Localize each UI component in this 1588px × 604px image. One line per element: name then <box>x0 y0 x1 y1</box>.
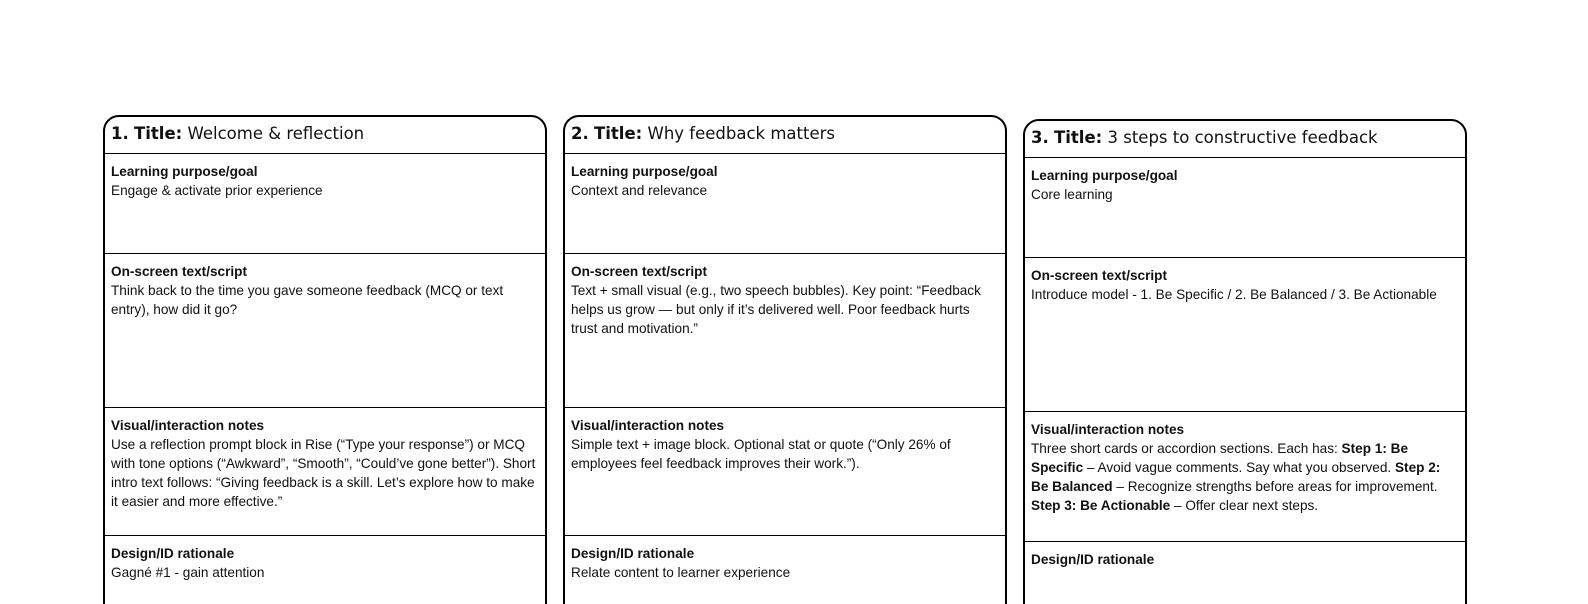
section-visual-notes <box>105 408 545 536</box>
section-body <box>1031 439 1459 515</box>
section-learning-purpose <box>565 154 1005 254</box>
card-title <box>105 117 545 154</box>
card-title-text: 3 steps to constructive feedback <box>1107 128 1378 147</box>
section-body: Core learning <box>1031 187 1113 202</box>
section-body: Gagné #1 - gain attention <box>111 565 265 580</box>
section-heading: Visual/interaction notes <box>1031 422 1185 437</box>
storyboard-card-2 <box>563 115 1007 604</box>
section-body: Use a reflection prompt block in Rise (“Type your response”) or MCQ with tone options (“Awkward”, “Smooth”, “Could’ve gone better”). Short intro text follows: “Giving feedback is a skill. Let’s explore how to make it easier and more effective.” <box>111 437 536 509</box>
step-2-label: Step 2: Be Balanced <box>1031 460 1441 494</box>
section-heading: On-screen text/script <box>111 264 247 279</box>
section-heading: Learning purpose/goal <box>571 164 718 179</box>
section-body: Introduce model - 1. Be Specific / 2. Be Balanced / 3. Be Actionable <box>1031 287 1437 302</box>
section-onscreen-script <box>565 254 1005 408</box>
step-3-label: Step 3: Be Actionable <box>1031 498 1171 513</box>
section-body: Context and relevance <box>571 183 708 198</box>
section-onscreen-script <box>105 254 545 408</box>
section-heading: Visual/interaction notes <box>571 418 725 433</box>
section-visual-notes <box>1025 412 1465 542</box>
section-body: Relate content to learner experience <box>571 565 791 580</box>
section-heading: Learning purpose/goal <box>1031 168 1178 183</box>
card-title-label: Title: <box>594 124 643 143</box>
section-design-rationale <box>565 536 1005 604</box>
card-title-label: Title: <box>134 124 183 143</box>
section-learning-purpose <box>1025 158 1465 258</box>
card-title <box>1025 121 1465 158</box>
step-1-label: Step 1: Be Specific <box>1031 441 1409 475</box>
section-heading: On-screen text/script <box>1031 268 1167 283</box>
section-heading: Design/ID rationale <box>1031 552 1155 567</box>
section-heading: Design/ID rationale <box>111 546 235 561</box>
storyboard-card-1 <box>103 115 547 604</box>
card-number: 2. <box>571 124 589 143</box>
section-body: Simple text + image block. Optional stat or quote (“Only 26% of employees feel feedback improves their work.”). <box>571 437 951 471</box>
section-body: Text + small visual (e.g., two speech bubbles). Key point: “Feedback helps us grow — but only if it’s delivered well. Poor feedback hurts trust and motivation.” <box>571 283 981 336</box>
storyboard-card-3 <box>1023 119 1467 604</box>
card-title <box>565 117 1005 154</box>
card-title-text: Why feedback matters <box>647 124 835 143</box>
card-title-label: Title: <box>1054 128 1103 147</box>
step-3-text: – Offer clear next steps. <box>1170 498 1319 513</box>
section-learning-purpose <box>105 154 545 254</box>
section-heading: Visual/interaction notes <box>111 418 265 433</box>
step-2-text: – Recognize strengths before areas for improvement. <box>1112 479 1438 494</box>
section-design-rationale <box>1025 542 1465 604</box>
section-design-rationale <box>105 536 545 604</box>
section-heading: Design/ID rationale <box>571 546 695 561</box>
step-1-text: – Avoid vague comments. Say what you observed. <box>1083 460 1395 475</box>
section-visual-notes <box>565 408 1005 536</box>
card-number: 3. <box>1031 128 1049 147</box>
visual-intro: Three short cards or accordion sections. Each has: <box>1031 441 1342 456</box>
section-body: Engage & activate prior experience <box>111 183 323 198</box>
section-onscreen-script <box>1025 258 1465 412</box>
section-body: Think back to the time you gave someone feedback (MCQ or text entry), how did it go? <box>111 283 504 317</box>
card-title-text: Welcome & reflection <box>187 124 365 143</box>
section-heading: Learning purpose/goal <box>111 164 258 179</box>
card-number: 1. <box>111 124 129 143</box>
section-heading: On-screen text/script <box>571 264 707 279</box>
